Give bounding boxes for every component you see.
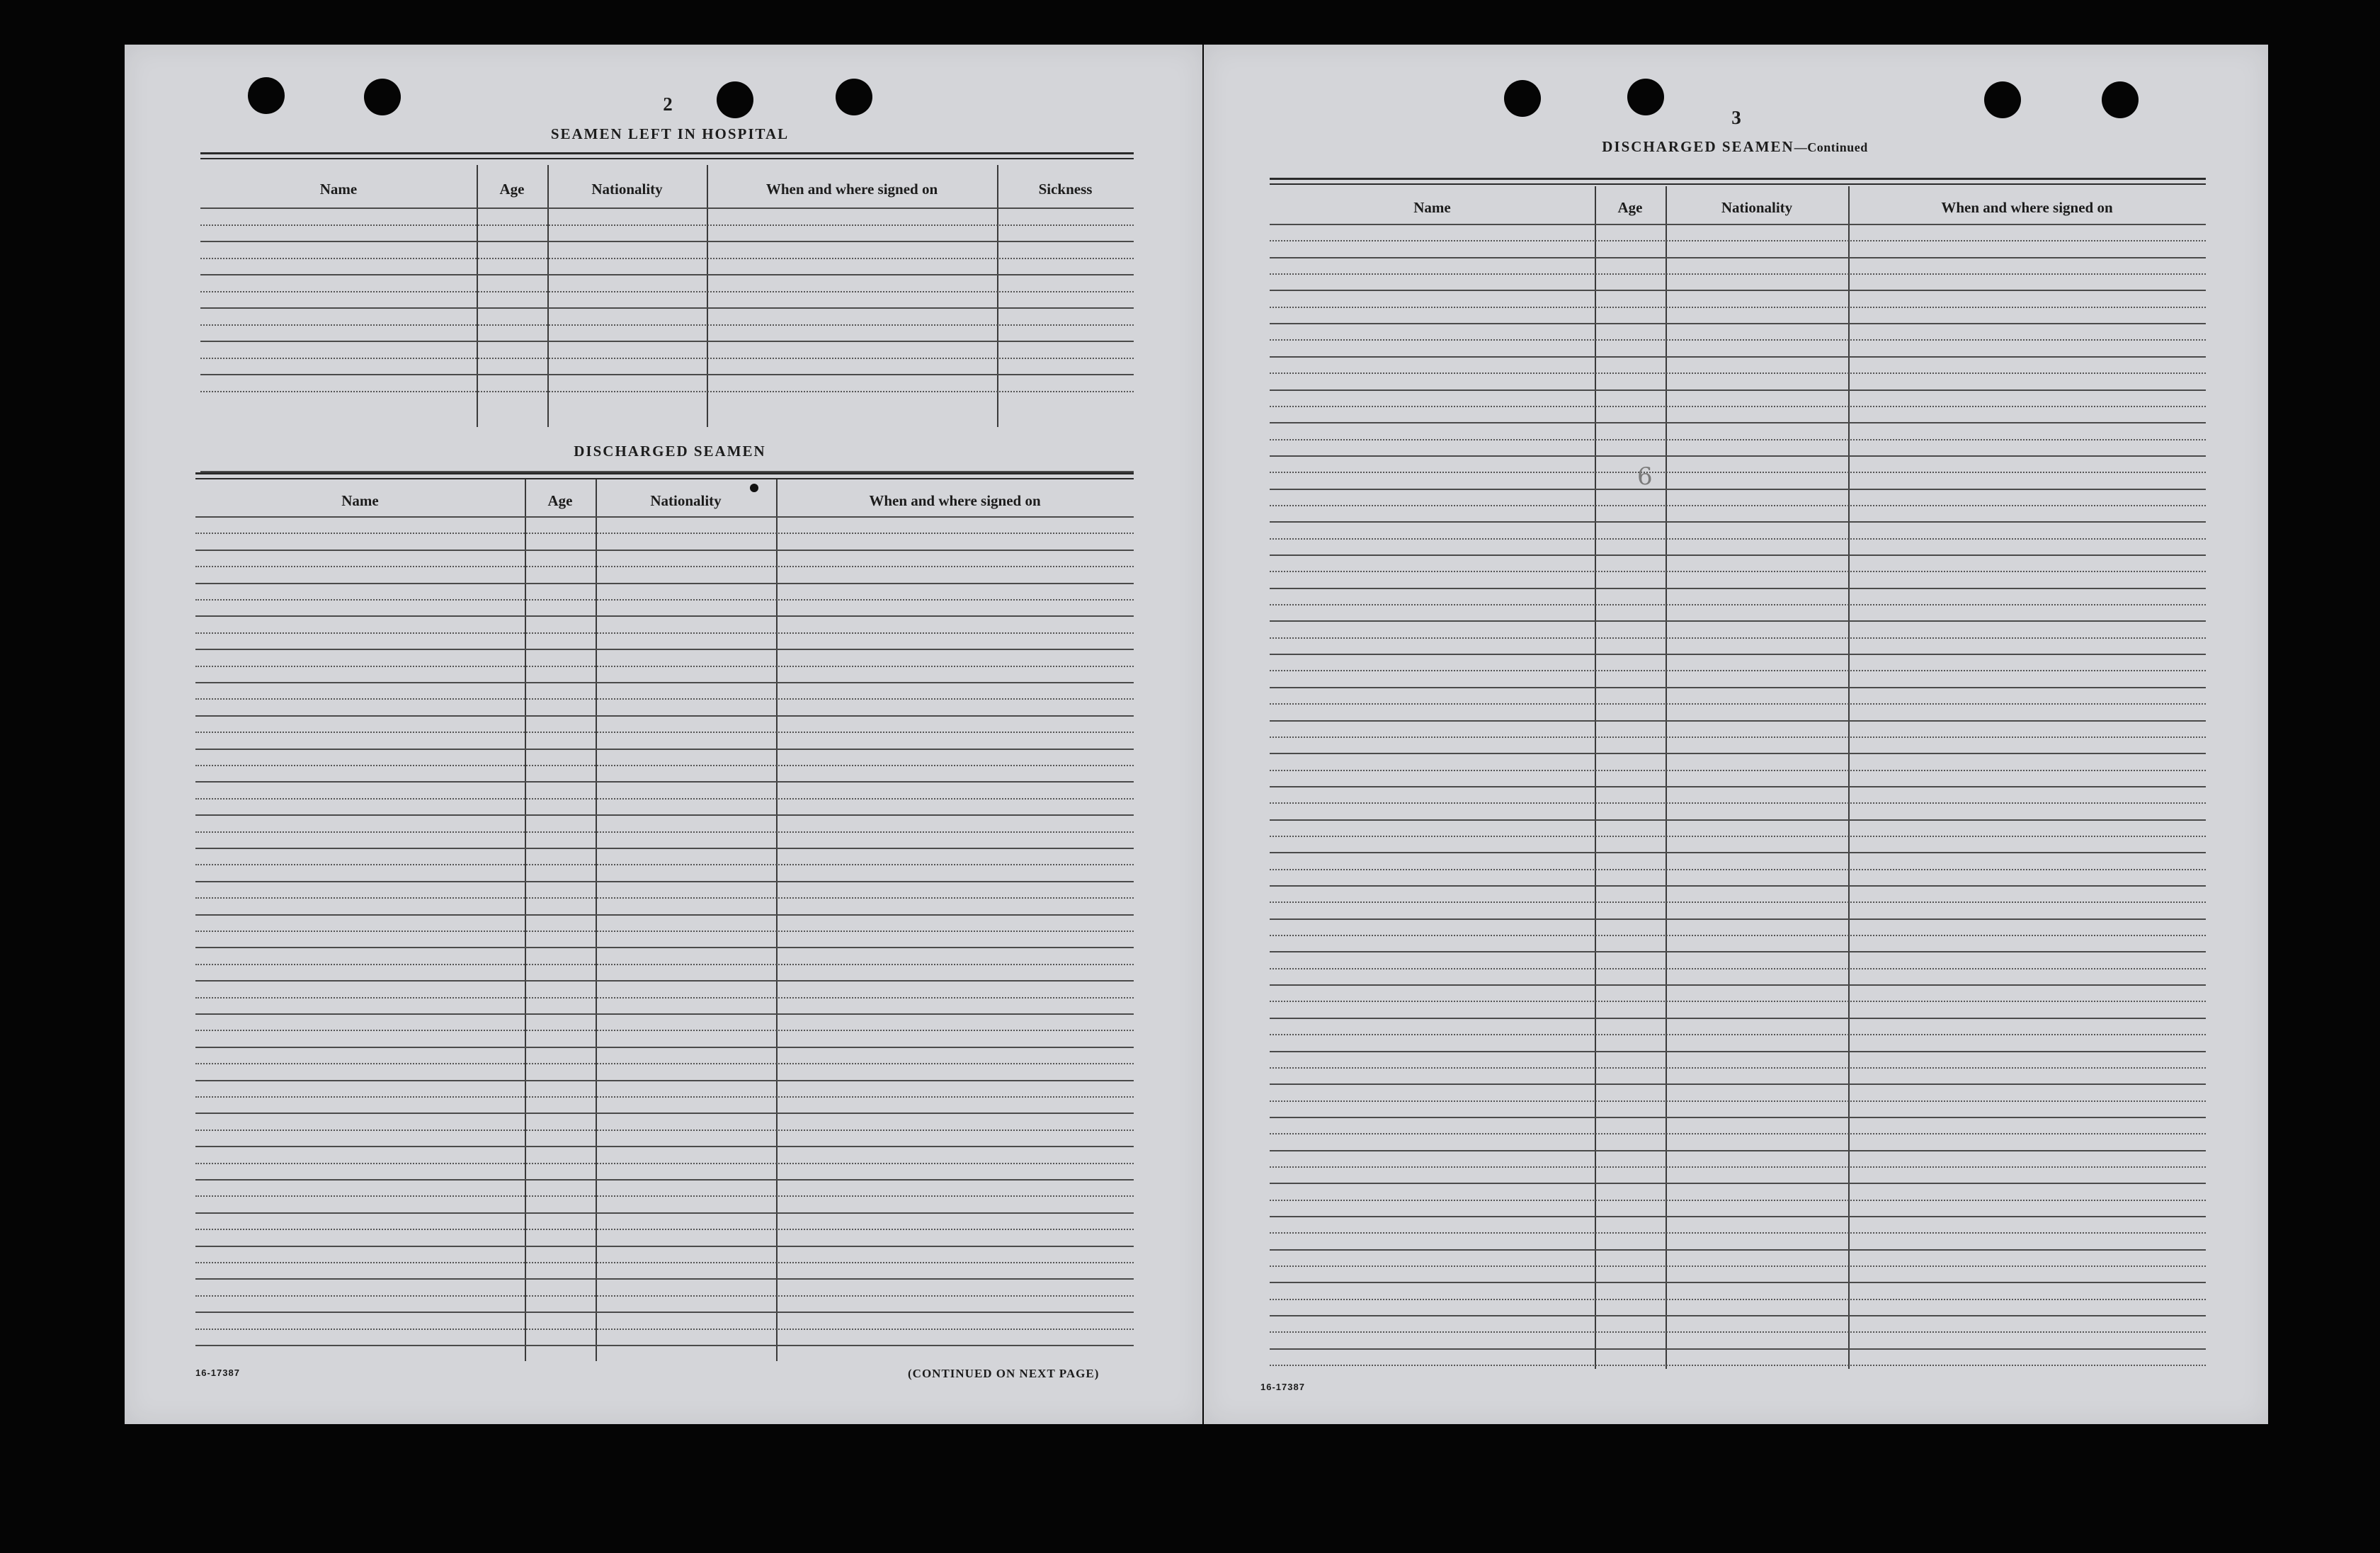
punch-hole	[364, 79, 401, 115]
row-rule	[195, 1047, 1134, 1048]
column-header-age: Age	[499, 181, 525, 198]
writing-line	[195, 1229, 1134, 1230]
row-rule	[200, 241, 1134, 242]
hospital-section-title: SEAMEN LEFT IN HOSPITAL	[550, 125, 790, 142]
discharged-continued-title	[1558, 138, 1912, 156]
row-rule	[1270, 588, 2206, 589]
row-rule	[195, 1278, 1134, 1280]
table-top-rule	[1270, 178, 2206, 180]
row-rule	[1270, 1083, 2206, 1085]
row-rule	[1270, 323, 2206, 324]
writing-line	[1270, 1034, 2206, 1035]
discharged-continued-table	[1270, 178, 2206, 1375]
row-rule	[195, 749, 1134, 750]
table-top-rule	[200, 152, 1134, 154]
row-rule	[1270, 885, 2206, 887]
column-header-age: Age	[547, 492, 573, 509]
writing-line	[1270, 1166, 2206, 1168]
ink-dot	[750, 484, 758, 492]
row-rule	[195, 1013, 1134, 1015]
row-rule	[195, 1312, 1134, 1313]
writing-line	[1270, 1365, 2206, 1366]
writing-line	[195, 1030, 1134, 1031]
row-rule	[1270, 951, 2206, 952]
writing-line	[1270, 604, 2206, 605]
punch-hole	[836, 79, 872, 115]
writing-line	[1270, 1299, 2206, 1300]
row-rule	[195, 516, 1134, 518]
writing-line	[195, 599, 1134, 601]
row-rule	[195, 1345, 1134, 1346]
row-rule	[1270, 852, 2206, 853]
row-rule	[1270, 1183, 2206, 1184]
row-rule	[195, 649, 1134, 650]
writing-line	[195, 1163, 1134, 1164]
row-rule	[1270, 720, 2206, 722]
writing-line	[195, 997, 1134, 999]
writing-line	[1270, 406, 2206, 407]
row-rule	[1270, 786, 2206, 787]
writing-line	[1270, 1100, 2206, 1102]
writing-line	[195, 1329, 1134, 1330]
column-header-nationality: Nationality	[591, 181, 663, 198]
writing-line	[195, 798, 1134, 800]
writing-line	[195, 666, 1134, 667]
column-header-signed-on: When and where signed on	[1941, 199, 2113, 216]
row-rule	[195, 1246, 1134, 1247]
writing-line	[1270, 339, 2206, 341]
writing-line	[195, 732, 1134, 733]
writing-line	[195, 897, 1134, 899]
writing-line	[1270, 538, 2206, 540]
writing-line	[1270, 1067, 2206, 1069]
row-rule	[1270, 257, 2206, 258]
row-rule	[195, 1212, 1134, 1214]
writing-line	[195, 864, 1134, 865]
writing-line	[195, 1063, 1134, 1064]
writing-line	[200, 391, 1134, 392]
page-number: 3	[1731, 107, 1741, 128]
row-rule	[1270, 489, 2206, 490]
punch-hole	[717, 81, 753, 118]
row-rule	[195, 947, 1134, 948]
row-rule	[1270, 687, 2206, 688]
writing-line	[195, 566, 1134, 567]
writing-line	[1270, 472, 2206, 473]
writing-line	[200, 358, 1134, 359]
writing-line	[195, 1096, 1134, 1098]
column-header-name: Name	[341, 492, 379, 509]
discharged-section-title: DISCHARGED SEAMEN	[574, 443, 766, 460]
discharged-table	[195, 472, 1134, 1361]
writing-line	[195, 931, 1134, 932]
row-rule	[1270, 819, 2206, 821]
writing-line	[1270, 637, 2206, 639]
row-rule	[1270, 1216, 2206, 1217]
writing-line	[195, 765, 1134, 766]
column-header-nationality: Nationality	[650, 492, 722, 509]
row-rule	[1270, 389, 2206, 391]
punch-hole	[248, 77, 285, 114]
row-rule	[195, 583, 1134, 584]
column-header-sickness: Sickness	[1038, 181, 1093, 198]
column-header-age: Age	[1617, 199, 1643, 216]
row-rule	[195, 1080, 1134, 1081]
row-rule	[1270, 521, 2206, 523]
row-rule	[1270, 918, 2206, 920]
row-rule	[1270, 290, 2206, 291]
writing-line	[195, 964, 1134, 965]
left-page	[125, 45, 1202, 1424]
row-rule	[200, 374, 1134, 375]
row-rule	[1270, 1282, 2206, 1283]
writing-line	[195, 1262, 1134, 1263]
writing-line	[1270, 869, 2206, 870]
row-rule	[200, 307, 1134, 309]
punch-hole	[1627, 79, 1664, 115]
form-code: 16-17387	[195, 1367, 240, 1378]
row-rule	[1270, 1018, 2206, 1019]
writing-line	[1270, 273, 2206, 275]
row-rule	[1270, 1348, 2206, 1350]
form-code: 16-17387	[1260, 1382, 1305, 1392]
writing-line	[1270, 1265, 2206, 1267]
continued-note: (CONTINUED ON NEXT PAGE)	[908, 1367, 1100, 1380]
row-rule	[195, 715, 1134, 717]
row-rule	[1270, 356, 2206, 358]
row-rule	[1270, 984, 2206, 986]
punch-hole	[1504, 80, 1541, 117]
column-header-nationality: Nationality	[1721, 199, 1793, 216]
row-rule	[195, 682, 1134, 683]
writing-line	[195, 831, 1134, 833]
row-rule	[200, 207, 1134, 209]
row-rule	[1270, 554, 2206, 556]
writing-line	[200, 224, 1134, 226]
page-number: 2	[663, 93, 673, 115]
writing-line	[195, 698, 1134, 700]
writing-line	[1270, 1232, 2206, 1234]
row-rule	[1270, 1150, 2206, 1151]
punch-hole	[2102, 81, 2139, 118]
writing-line	[1270, 372, 2206, 374]
writing-line	[1270, 968, 2206, 969]
column-header-name: Name	[1413, 199, 1451, 216]
row-rule	[200, 274, 1134, 275]
writing-line	[1270, 802, 2206, 804]
row-rule	[195, 550, 1134, 551]
row-rule	[195, 980, 1134, 982]
writing-line	[1270, 736, 2206, 738]
row-rule	[195, 1113, 1134, 1114]
row-rule	[1270, 654, 2206, 655]
row-rule	[1270, 1051, 2206, 1052]
writing-line	[200, 258, 1134, 259]
writing-line	[195, 1195, 1134, 1197]
writing-line	[1270, 1200, 2206, 1201]
row-rule	[1270, 753, 2206, 754]
hospital-table	[200, 152, 1134, 471]
punch-hole	[1984, 81, 2021, 118]
row-rule	[1270, 620, 2206, 622]
title-main: DISCHARGED SEAMEN	[1602, 138, 1794, 155]
row-rule	[1270, 1315, 2206, 1316]
row-rule	[1270, 422, 2206, 423]
writing-line	[195, 533, 1134, 534]
row-rule	[1270, 224, 2206, 225]
row-rule	[195, 781, 1134, 783]
writing-line	[1270, 505, 2206, 506]
right-page	[1204, 45, 2268, 1424]
title-suffix: —Continued	[1794, 140, 1868, 154]
writing-line	[1270, 1331, 2206, 1333]
writing-line	[200, 324, 1134, 326]
row-rule	[1270, 1249, 2206, 1251]
row-rule	[195, 848, 1134, 849]
writing-line	[1270, 571, 2206, 572]
row-rule	[195, 1179, 1134, 1181]
column-header-signed-on: When and where signed on	[765, 181, 938, 198]
column-header-name: Name	[319, 181, 358, 198]
row-rule	[200, 341, 1134, 342]
row-rule	[195, 615, 1134, 617]
writing-line	[1270, 1001, 2206, 1002]
writing-line	[1270, 1133, 2206, 1134]
column-header-signed-on: When and where signed on	[869, 492, 1041, 509]
writing-line	[195, 632, 1134, 634]
writing-line	[1270, 439, 2206, 440]
writing-line	[1270, 836, 2206, 837]
writing-line	[1270, 935, 2206, 936]
writing-line	[195, 1295, 1134, 1297]
writing-line	[200, 291, 1134, 292]
writing-line	[1270, 770, 2206, 771]
row-rule	[1270, 455, 2206, 457]
writing-line	[1270, 670, 2206, 671]
row-rule	[195, 914, 1134, 916]
writing-line	[1270, 901, 2206, 903]
handwritten-age-entry: 6	[1637, 462, 1653, 491]
row-rule	[195, 881, 1134, 882]
row-rule	[195, 1146, 1134, 1147]
writing-line	[1270, 307, 2206, 308]
writing-line	[1270, 703, 2206, 705]
row-rule	[1270, 1117, 2206, 1118]
writing-line	[1270, 240, 2206, 241]
writing-line	[195, 1130, 1134, 1131]
table-top-rule	[195, 472, 1134, 474]
row-rule	[195, 814, 1134, 816]
